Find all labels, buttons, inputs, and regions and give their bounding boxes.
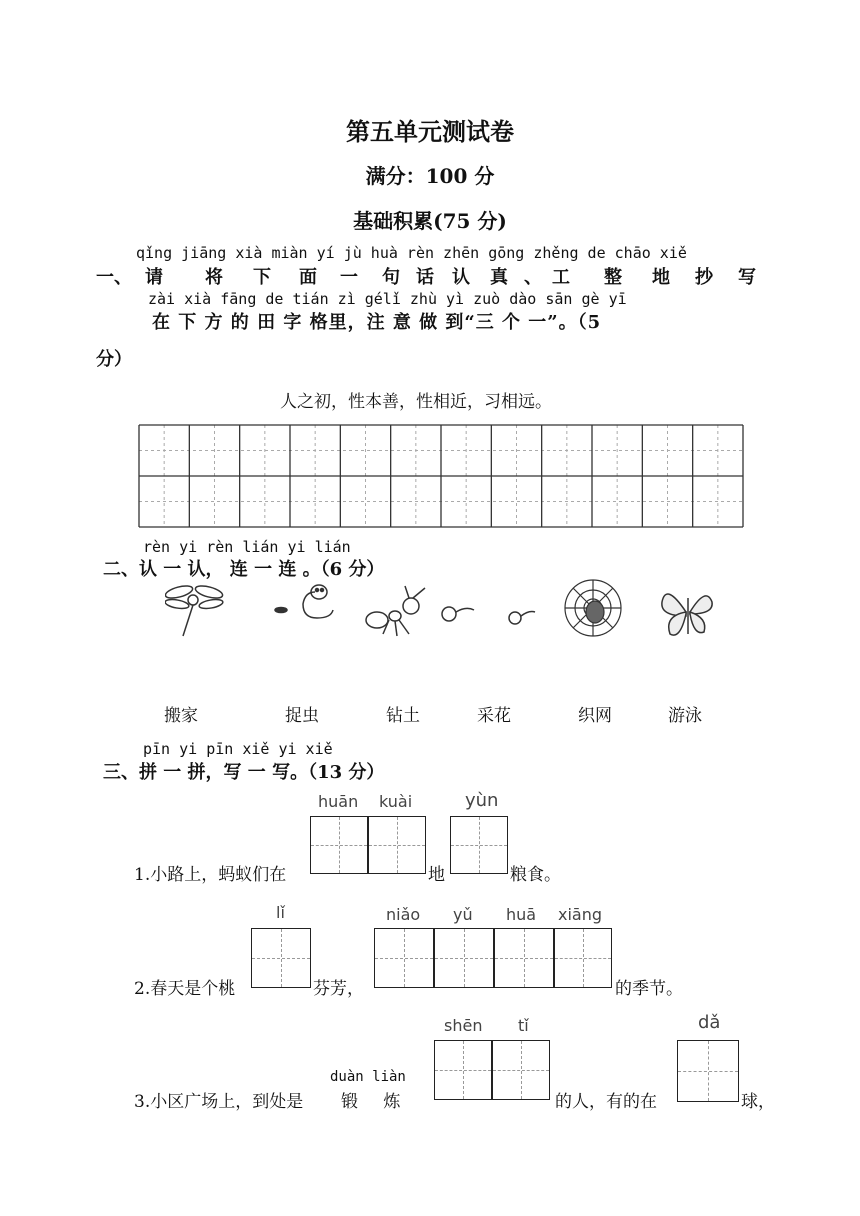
answer-box-yun[interactable] (450, 816, 508, 874)
q2-title: 二、认 一 认， 连 一 连 。（6 分） (103, 559, 385, 580)
answer-box-da[interactable] (677, 1040, 739, 1102)
answer-box-li[interactable] (251, 928, 311, 988)
q1-number: 一、 (96, 267, 132, 288)
sentence2-end: 的季节。 (615, 979, 683, 999)
q1-hanzi-char: 面 (299, 267, 317, 288)
q1-hanzi-char: 抄 (695, 267, 713, 288)
q1-hanzi-char: 下 (253, 267, 271, 288)
q1-pinyin-line2: zài xià fāng de tián zì gélǐ zhù yì zuò dào sān gè yī (148, 290, 627, 308)
sentence3-word: 锻 炼 (341, 1092, 411, 1112)
match-word[interactable]: 搬家 (164, 706, 198, 726)
match-word[interactable]: 游泳 (668, 706, 702, 726)
tadpole-icon (442, 607, 535, 624)
ant-icon (366, 586, 425, 636)
answer-box-huan[interactable] (310, 816, 368, 874)
tianzige-grid[interactable] (138, 424, 744, 528)
page-title: 第五单元测试卷 (346, 117, 514, 146)
q3-title: 三、拼 一 拼，写 一 写。（13 分） (103, 762, 385, 783)
section-heading: 基础积累(75 分) (353, 209, 507, 233)
q1-hanzi-char: 写 (738, 267, 756, 288)
match-word[interactable]: 捉虫 (285, 706, 319, 726)
q3-pinyin: pīn yi pīn xiě yi xiě (143, 740, 333, 758)
pinyin-xiang: xiāng (558, 905, 603, 924)
answer-box-yu[interactable] (434, 928, 494, 988)
pinyin-ti: tǐ (518, 1016, 529, 1035)
q1-hanzi-char: 一 (340, 267, 358, 288)
sentence1-mid: 地 (428, 865, 445, 885)
q1-hanzi-char: 真 (490, 267, 508, 288)
sentence1-end: 粮食。 (510, 865, 561, 885)
q1-hanzi-char: 话 (416, 267, 434, 288)
match-word[interactable]: 织网 (578, 706, 612, 726)
match-word[interactable]: 采花 (477, 706, 511, 726)
q1-hanzi-line2: 在 下 方 的 田 字 格里，注 意 做 到“三 个 一”。（5 (152, 312, 602, 333)
copy-sentence: 人之初，性本善，性相近，习相远。 (280, 392, 552, 412)
q1-hanzi-char: 句 (382, 267, 400, 288)
q1-hanzi-char: 、 (524, 267, 542, 288)
answer-box-shen[interactable] (434, 1040, 492, 1100)
sentence3-end: 球， (741, 1092, 775, 1112)
q2-pinyin: rèn yi rèn lián yi lián (143, 538, 351, 556)
pinyin-da: dǎ (698, 1012, 721, 1033)
q1-hanzi-char: 将 (205, 267, 223, 288)
q1-hanzi-char: 请 (145, 267, 163, 288)
animal-pictures (165, 578, 725, 646)
butterfly-icon (662, 594, 712, 635)
q1-line3: 分） (96, 349, 132, 370)
sentence2-mid: 芬芳， (313, 979, 364, 999)
dragonfly-icon (165, 584, 224, 636)
answer-box-xiang[interactable] (554, 928, 612, 988)
answer-box-niao[interactable] (374, 928, 434, 988)
sentence3-mid: 的人，有的在 (555, 1092, 657, 1112)
q1-pinyin-line1: qǐng jiāng xià miàn yí jù huà rèn zhēn gōng zhěng de chāo xiě (136, 244, 687, 262)
earthworm-icon (275, 585, 333, 618)
pinyin-huan: huān (318, 792, 359, 811)
pinyin-yu: yǔ (453, 905, 473, 924)
pinyin-yun: yùn (465, 790, 499, 811)
pinyin-hua: huā (506, 905, 537, 924)
match-word[interactable]: 钻土 (386, 706, 420, 726)
q1-hanzi-char: 整 (604, 267, 622, 288)
pinyin-li: lǐ (276, 903, 285, 922)
pinyin-duanlian: duàn liàn (330, 1069, 406, 1085)
pinyin-shen: shēn (444, 1016, 483, 1035)
pinyin-kuai: kuài (379, 792, 413, 811)
sentence3-start: 3.小区广场上，到处是 (134, 1092, 304, 1112)
sentence1-start: 1.小路上，蚂蚁们在 (134, 865, 287, 885)
spider-icon (565, 580, 621, 636)
q1-hanzi-char: 认 (452, 267, 470, 288)
q1-hanzi-char: 地 (652, 267, 670, 288)
answer-box-hua[interactable] (494, 928, 554, 988)
pinyin-niao: niǎo (386, 905, 421, 924)
full-score: 满分：100 分 (365, 164, 495, 188)
answer-box-kuai[interactable] (368, 816, 426, 874)
answer-box-ti[interactable] (492, 1040, 550, 1100)
sentence2-start: 2.春天是个桃 (134, 979, 236, 999)
q1-hanzi-char: 工 (552, 267, 570, 288)
